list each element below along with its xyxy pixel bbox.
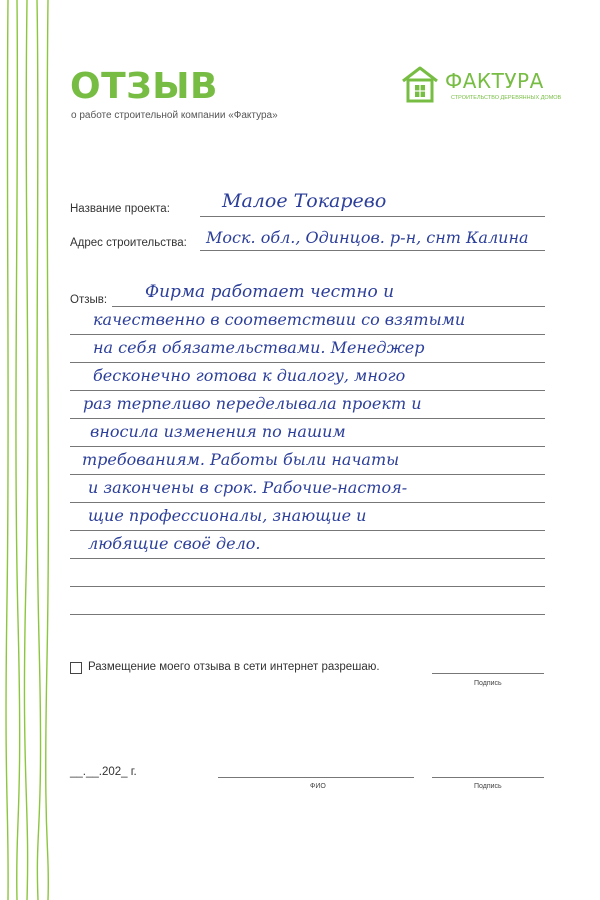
page-title: ОТЗЫВ	[70, 66, 218, 107]
review-line	[70, 362, 545, 363]
logo-tagline: СТРОИТЕЛЬСТВО ДЕРЕВЯННЫХ ДОМОВ	[451, 95, 562, 101]
review-line	[70, 614, 545, 615]
review-text-line: вносила изменения по нашим	[90, 422, 346, 441]
review-text-line: любящие своё дело.	[88, 534, 261, 553]
review-line	[112, 306, 545, 307]
signature-label: Подпись	[474, 680, 502, 687]
date-field: __.__.202_ г.	[70, 766, 137, 778]
review-label: Отзыв:	[70, 294, 108, 306]
signature-line	[432, 777, 544, 778]
company-logo	[400, 64, 580, 114]
review-line	[70, 474, 545, 475]
review-text-line: и закончены в срок. Рабочие-настоя-	[88, 478, 408, 497]
project-label: Название проекта:	[70, 203, 170, 215]
signature-label-2: Подпись	[474, 783, 502, 790]
address-line	[200, 250, 545, 251]
review-line	[70, 502, 545, 503]
fio-line	[218, 777, 414, 778]
house-icon	[400, 64, 440, 104]
consent-checkbox[interactable]	[70, 662, 82, 674]
review-text-line: на себя обязательствами. Менеджер	[93, 338, 425, 357]
review-line	[70, 334, 545, 335]
review-line	[70, 586, 545, 587]
fio-label: ФИО	[310, 783, 326, 790]
review-text-line: бесконечно готова к диалогу, много	[93, 366, 406, 385]
review-line	[70, 446, 545, 447]
review-text-line: Фирма работает честно и	[145, 282, 395, 302]
review-text-line: качественно в соответствии со взятыми	[93, 310, 466, 329]
project-value: Малое Токарево	[222, 190, 387, 212]
address-label: Адрес строительства:	[70, 237, 187, 249]
page-subtitle: о работе строительной компании «Фактура»	[71, 110, 278, 121]
review-line	[70, 390, 545, 391]
review-line	[70, 418, 545, 419]
review-line	[70, 558, 545, 559]
consent-text: Размещение моего отзыва в сети интернет разрешаю.	[88, 661, 380, 673]
decorative-green-lines	[0, 0, 60, 900]
project-line	[200, 216, 545, 217]
review-line	[70, 530, 545, 531]
address-value: Моск. обл., Одинцов. р-н, снт Калина	[206, 228, 529, 247]
consent-signature-line	[432, 673, 544, 674]
review-text-line: требованиям. Работы были начаты	[82, 450, 400, 469]
logo-name: ФАКТУРА	[445, 69, 544, 93]
review-text-line: раз терпеливо переделывала проект и	[83, 394, 422, 413]
review-text-line: щие профессионалы, знающие и	[88, 506, 367, 525]
